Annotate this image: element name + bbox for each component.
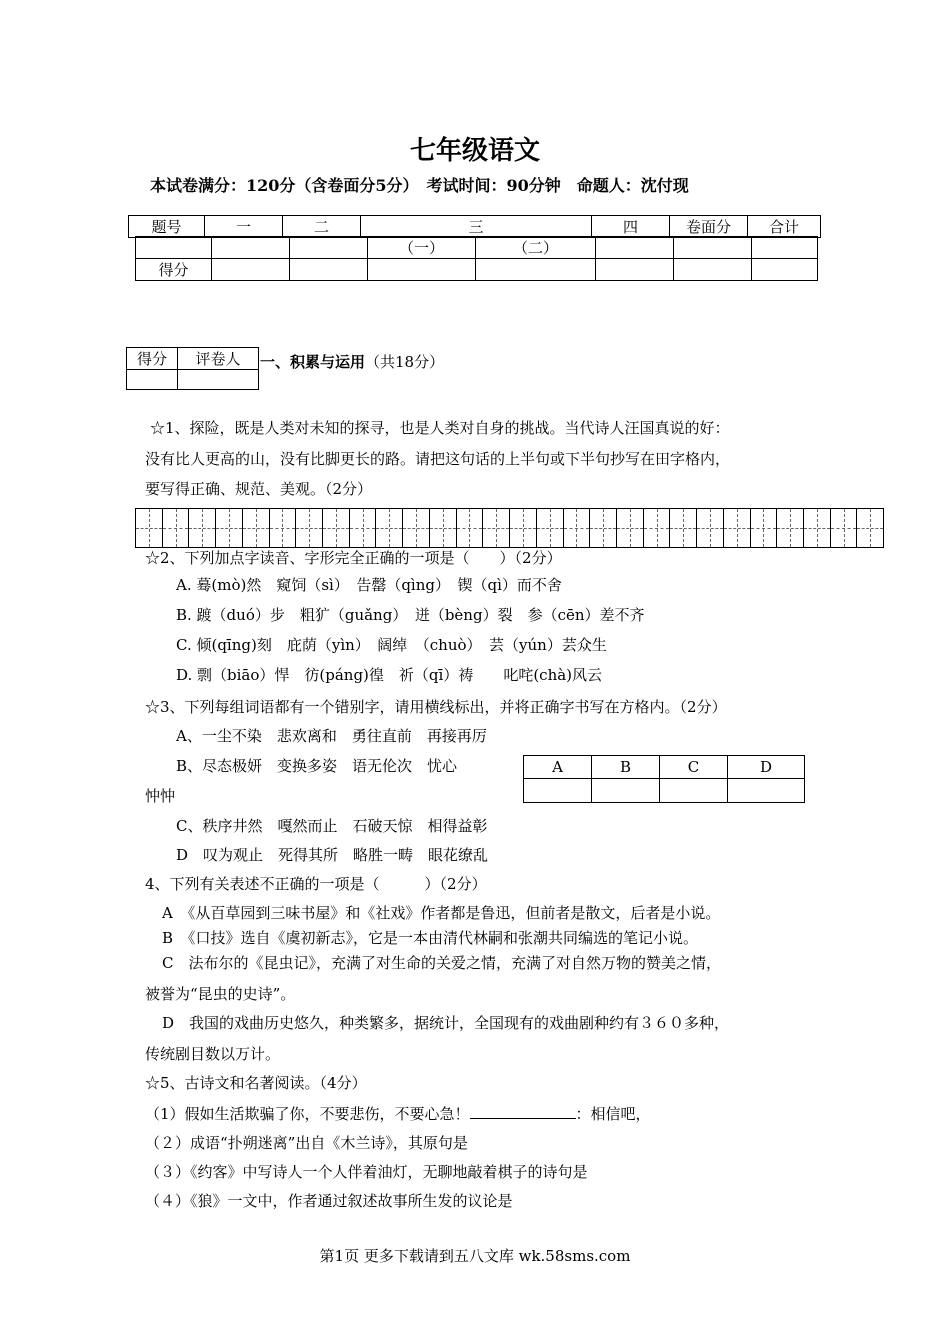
q2-option: B. 踱（duó）步 粗犷（guǎng） 迸（bèng）裂 参（cēn）差不齐 [176, 606, 645, 624]
q2-option: D. 剽（biāo）悍 彷(páng)徨 祈（qī）祷 叱咤(chà)风云 [176, 666, 603, 684]
q5-stem: ☆5、古诗文和名著阅读。（4分） [145, 1074, 367, 1092]
grid-cell[interactable] [163, 509, 190, 547]
sub-header: （一） [368, 237, 476, 259]
grid-cell[interactable] [216, 509, 243, 547]
answer-cell[interactable] [728, 779, 805, 803]
grader-name-cell[interactable] [178, 370, 259, 390]
answer-cell[interactable] [660, 779, 728, 803]
section-heading [260, 352, 444, 372]
grid-cell[interactable] [644, 509, 671, 547]
grid-cell[interactable] [403, 509, 430, 547]
row-label: 得分 [136, 259, 212, 281]
grid-cell[interactable] [483, 509, 510, 547]
grid-cell[interactable] [857, 509, 883, 547]
grid-cell[interactable] [831, 509, 858, 547]
header-cell: 卷面分 [670, 216, 748, 238]
grid-cell[interactable] [296, 509, 323, 547]
q5-item-text: （1）假如生活欺骗了你，不要悲伤，不要心急！ [145, 1105, 470, 1123]
q3-option: C、秩序井然 嘎然而止 石破天惊 相得益彰 [176, 817, 488, 835]
q3-answer-table [523, 755, 805, 803]
header-cell: 三 [361, 216, 592, 238]
grid-cell[interactable] [670, 509, 697, 547]
grid-cell[interactable] [777, 509, 804, 547]
q4-option: B 《口技》选自《虞初新志》，它是一本由清代林嗣和张潮共同编选的笔记小说。 [162, 929, 699, 947]
q3-option-cont: 忡忡 [145, 787, 176, 805]
grid-cell[interactable] [537, 509, 564, 547]
q4-option: D 我国的戏曲历史悠久，种类繁多，据统计，全国现有的戏曲剧种约有３６０多种， [162, 1014, 730, 1032]
grid-cell[interactable] [510, 509, 537, 547]
grader-name-label: 评卷人 [178, 348, 259, 370]
answer-cell[interactable] [524, 779, 592, 803]
score-cell[interactable] [290, 259, 368, 281]
grid-cell[interactable] [617, 509, 644, 547]
q3-stem: ☆3、下列每组词语都有一个错别字，请用横线标出，并将正确字书写在方格内。（2分） [145, 698, 727, 716]
score-cell[interactable] [476, 259, 596, 281]
grid-cell[interactable] [697, 509, 724, 547]
q4-option: A 《从百草园到三味书屋》和《社戏》作者都是鲁迅，但前者是散文，后者是小说。 [162, 904, 721, 922]
grid-cell[interactable] [590, 509, 617, 547]
q5-item: （３）《约客》中写诗人一个人伴着油灯，无聊地敲着棋子的诗句是 [145, 1163, 588, 1181]
q1-line: ☆1、探险，既是人类对未知的探寻，也是人类对自身的挑战。当代诗人汪国真说的好： [150, 419, 730, 437]
answer-header: A [524, 756, 592, 779]
q2-option: A. 蓦(mò)然 窥饲（sì） 告罄（qìng） 锲（qì）而不舍 [176, 576, 562, 594]
sub-header: （二） [476, 237, 596, 259]
header-cell: 二 [283, 216, 361, 238]
score-cell[interactable] [596, 259, 674, 281]
q4-option-cont: 传统剧目数以万计。 [145, 1045, 281, 1063]
grader-score-label: 得分 [127, 348, 178, 370]
q3-option: B、尽态极妍 变换多姿 语无伦次 忧心 [176, 757, 458, 775]
q4-option-cont: 被誉为“昆虫的史诗”。 [145, 985, 296, 1003]
q5-item [145, 1104, 651, 1124]
page-footer: 第1页 更多下载请到五八文库 wk.58sms.com [319, 1247, 631, 1265]
answer-blank[interactable] [470, 1104, 576, 1119]
score-cell[interactable] [752, 259, 818, 281]
grid-cell[interactable] [430, 509, 457, 547]
grid-cell[interactable] [751, 509, 778, 547]
grid-cell[interactable] [270, 509, 297, 547]
grader-table [126, 347, 259, 390]
grid-cell[interactable] [243, 509, 270, 547]
answer-header: B [592, 756, 660, 779]
header-cell: 一 [205, 216, 283, 238]
score-cell[interactable] [674, 259, 752, 281]
score-table [128, 215, 821, 238]
grid-cell[interactable] [189, 509, 216, 547]
score-cell[interactable] [212, 259, 290, 281]
grid-cell[interactable] [564, 509, 591, 547]
q3-option: D 叹为观止 死得其所 略胜一畴 眼花缭乱 [176, 846, 489, 864]
answer-cell[interactable] [592, 779, 660, 803]
grid-cell[interactable] [136, 509, 163, 547]
writing-grid[interactable] [135, 508, 884, 548]
q5-item-text: ：相信吧， [575, 1105, 651, 1123]
grid-cell[interactable] [376, 509, 403, 547]
grid-cell[interactable] [323, 509, 350, 547]
page-title: 七年级语文 [409, 136, 540, 166]
section-title: 一、积累与运用 [260, 353, 366, 371]
q4-stem: 4、下列有关表述不正确的一项是（ ）（2分） [145, 875, 487, 893]
q3-option: A、一尘不染 悲欢离和 勇往直前 再接再厉 [176, 727, 487, 745]
q4-option: C 法布尔的《昆虫记》，充满了对生命的关爱之情，充满了对自然万物的赞美之情， [162, 954, 721, 972]
q5-item: （２）成语“扑朔迷离”出自《木兰诗》，其原句是 [145, 1134, 468, 1152]
grid-cell[interactable] [457, 509, 484, 547]
answer-header: D [728, 756, 805, 779]
exam-info: 本试卷满分：120分（含卷面分5分） 考试时间：90分钟 命题人：沈付现 [150, 176, 689, 195]
score-cell[interactable] [368, 259, 476, 281]
grid-cell[interactable] [804, 509, 831, 547]
q1-line: 没有比人更高的山，没有比脚更长的路。请把这句话的上半句或下半句抄写在田字格内， [145, 450, 731, 468]
grader-score-cell[interactable] [127, 370, 178, 390]
q2-option: C. 倾(qīng)刻 庇荫（yìn） 阔绰 （chuò） 芸（yún）芸众生 [176, 636, 607, 654]
header-cell: 合计 [748, 216, 821, 238]
score-table-body [135, 236, 818, 281]
section-points: （共18分） [365, 353, 445, 371]
q5-item: （４）《狼》一文中，作者通过叙述故事所生发的议论是 [145, 1192, 513, 1210]
header-cell: 四 [592, 216, 670, 238]
q1-line: 要写得正确、规范、美观。（2分） [145, 480, 373, 498]
grid-cell[interactable] [350, 509, 377, 547]
grid-cell[interactable] [724, 509, 751, 547]
q2-stem: ☆2、下列加点字读音、字形完全正确的一项是（ ）（2分） [145, 549, 562, 567]
header-cell: 题号 [129, 216, 205, 238]
answer-header: C [660, 756, 728, 779]
